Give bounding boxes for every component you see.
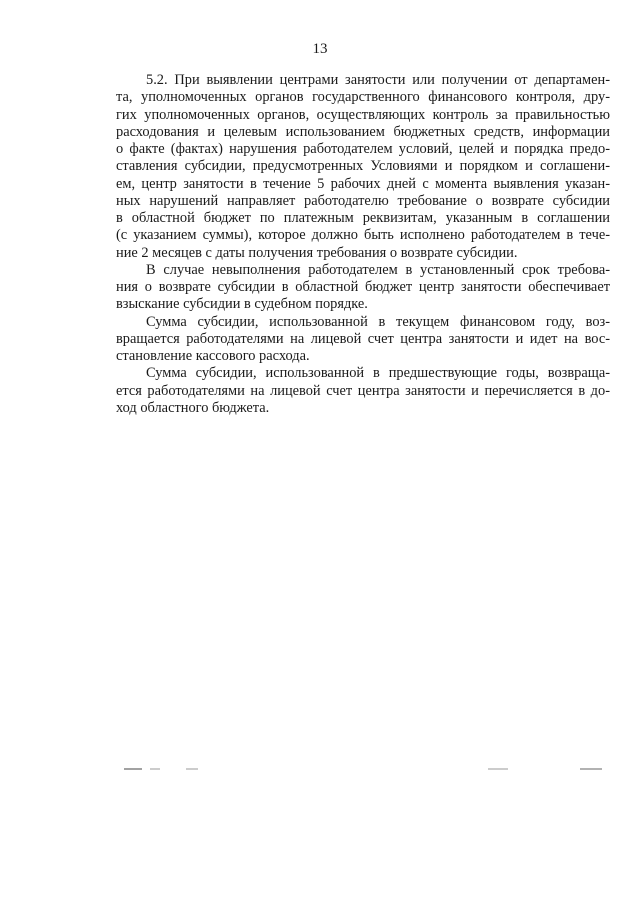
text-line: вращается работодателями на лицевой счет центра занятости и идет на вос- [116, 330, 610, 347]
text-line: Сумма субсидии, использованной в текущем финансовом году, воз- [146, 313, 610, 330]
scan-artifact [186, 768, 198, 770]
page-number: 13 [312, 41, 328, 57]
text-line: Сумма субсидии, использованной в предшествующие годы, возвраща- [146, 365, 610, 382]
document-body [116, 72, 610, 417]
text-line: (с указанием суммы), которое должно быть исполнено работодателем в тече- [116, 227, 610, 244]
scan-artifact [124, 768, 142, 770]
text-line: ние 2 месяцев с даты получения требования о возврате субсидии. [116, 244, 518, 261]
scan-artifact [488, 768, 508, 770]
text-line: ход областного бюджета. [116, 399, 270, 416]
text-line: взыскание субсидии в судебном порядке. [116, 296, 368, 313]
paragraph-refund-procedure [116, 72, 610, 262]
paragraph-previous-years-refund [116, 365, 610, 417]
text-line: та, уполномоченных органов государственного финансового контроля, дру- [116, 89, 610, 106]
text-line: расходования и целевым использованием бюджетных средств, информации [116, 123, 610, 140]
text-line: в областной бюджет по платежным реквизитам, указанным в соглашении [116, 210, 610, 226]
text-line: гих уполномоченных органов, осуществляющих контроль за правильностью [116, 106, 610, 123]
text-line: 5.2. При выявлении центрами занятости или получении от департамен- [146, 72, 610, 88]
text-line: ния о возврате субсидии в областной бюджет центр занятости обеспечивает [116, 279, 610, 295]
text-line: ных нарушений направляет работодателю требование о возврате субсидии [116, 192, 610, 209]
text-line: становление кассового расхода. [116, 348, 310, 364]
scan-artifact [150, 768, 160, 770]
scan-artifact [580, 768, 602, 770]
text-line: В случае невыполнения работодателем в установленный срок требова- [146, 261, 610, 278]
paragraph-court-recovery [116, 262, 610, 314]
text-line: ется работодателями на лицевой счет центра занятости и перечисляется в до- [116, 382, 610, 399]
text-line: о факте (фактах) нарушения работодателем условий, целей и порядка предо- [116, 141, 610, 157]
text-line: ставления субсидии, предусмотренных Условиями и порядком и соглашени- [116, 158, 610, 175]
paragraph-current-year-refund [116, 314, 610, 366]
text-line: ем, центр занятости в течение 5 рабочих дней с момента выявления указан- [116, 175, 610, 192]
